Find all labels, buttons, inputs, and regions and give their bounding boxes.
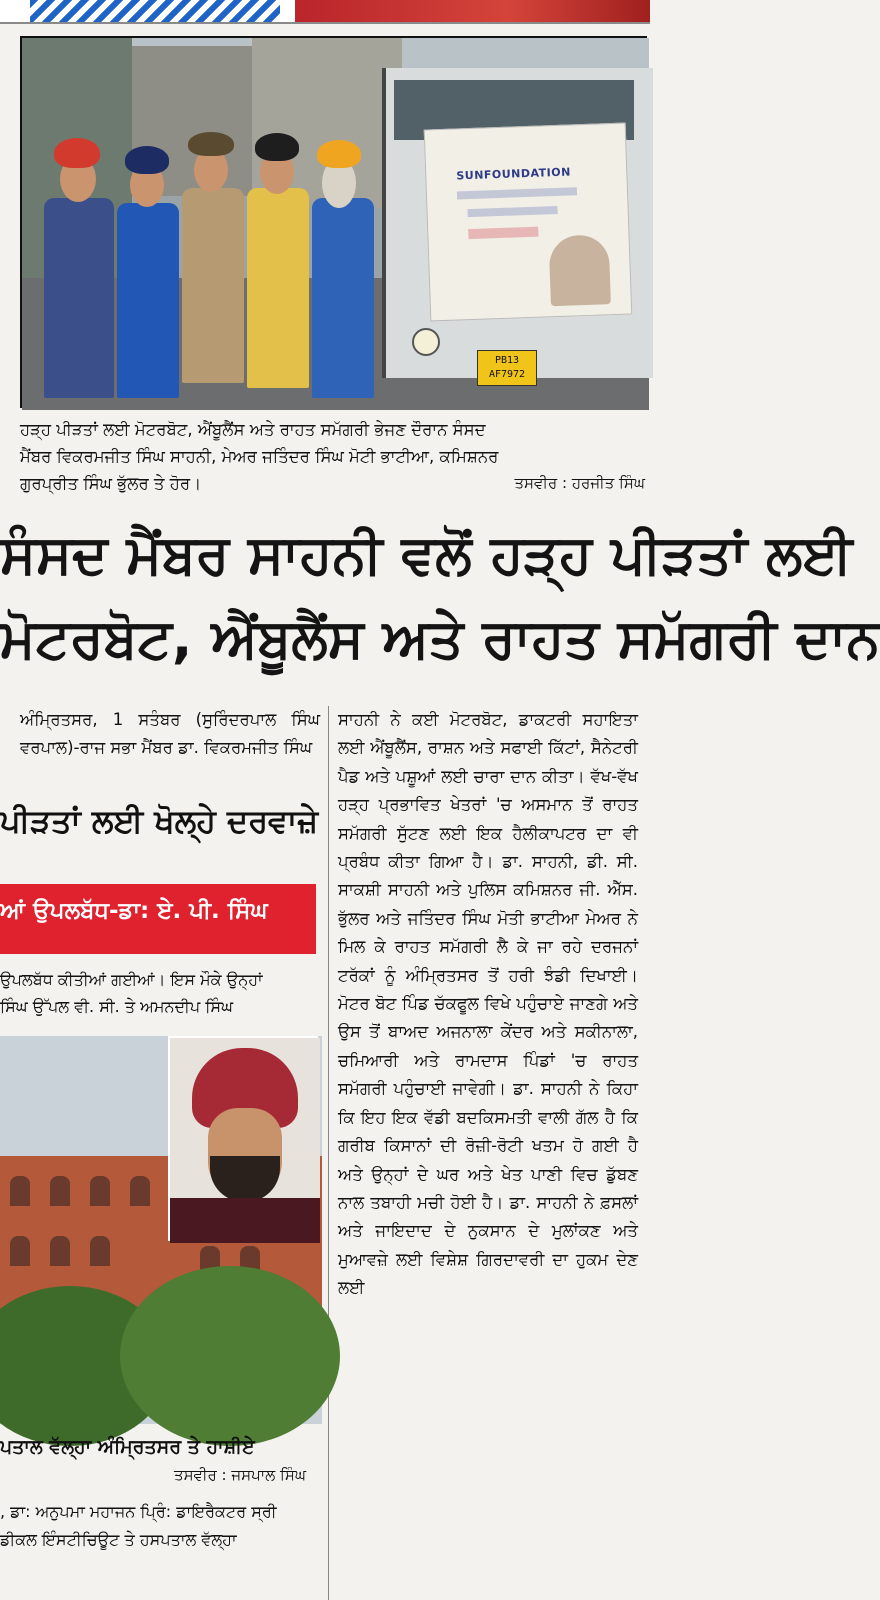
plate-line-2: AF7972 bbox=[488, 369, 526, 380]
blue-pattern-strip bbox=[30, 0, 280, 22]
number-plate bbox=[477, 350, 537, 386]
top-decorative-strip bbox=[0, 0, 650, 24]
banner-label: ਆਂ ਉਪਲਬੱਧ-ਡਾ: ਏ. ਪੀ. ਸਿੰਘ bbox=[0, 898, 268, 924]
photo-credit: ਤਸਵੀਰ : ਹਰਜੀਤ ਸਿੰਘ bbox=[514, 474, 645, 492]
banner-text: SUNFOUNDATION bbox=[456, 165, 572, 183]
tree-right bbox=[120, 1266, 340, 1446]
article-dateline: ਅੰਮ੍ਰਿਤਸਰ, 1 ਸਤੰਬਰ (ਸੁਰਿੰਦਰਪਾਲ ਸਿੰਘ ਵਰਪਾਲ)-ਰਾਜ ਸਭਾ ਮੈਂਬਰ ਡਾ. ਵਿਕਰਮਜੀਤ ਸਿੰਘ bbox=[20, 710, 320, 758]
column-divider bbox=[328, 706, 329, 1600]
person-4 bbox=[247, 188, 309, 388]
person-2-turban bbox=[125, 146, 169, 174]
person-1-turban bbox=[54, 138, 100, 168]
relief-banner bbox=[424, 123, 633, 322]
caption-line-2: ਮੈਂਬਰ ਵਿਕਰਮਜੀਤ ਸਿੰਘ ਸਾਹਨੀ, ਮੇਅਰ ਜਤਿੰਦਰ ਸਿੰਘ ਮੋਟੀ ਭਾਟੀਆ, ਕਮਿਸ਼ਨਰ bbox=[20, 447, 499, 466]
person-1 bbox=[44, 198, 114, 398]
adjacent-story-bottom-text bbox=[0, 1498, 322, 1554]
inset-portrait bbox=[168, 1036, 318, 1241]
truck-headlight bbox=[412, 328, 440, 356]
hospital-photo-credit: ਤਸਵੀਰ : ਜਸਪਾਲ ਸਿੰਘ bbox=[173, 1466, 306, 1484]
caption-line-1: ਹੜ੍ਹ ਪੀੜਤਾਂ ਲਈ ਮੋਟਰਬੋਟ, ਐਂਬੂਲੈਂਸ ਅਤੇ ਰਾਹਤ ਸਮੱਗਰੀ ਭੇਜਣ ਦੌਰਾਨ ਸੰਸਦ bbox=[20, 420, 486, 439]
photo-caption bbox=[20, 416, 645, 497]
hospital-photo-caption: ਪਤਾਲ ਵੱਲ੍ਹਾ ਅੰਮ੍ਰਿਤਸਰ ਤੇ ਹਾਸ਼ੀਏ bbox=[0, 1436, 255, 1458]
adjacent-story-headline: ਪੀੜਤਾਂ ਲਈ ਖੋਲ੍ਹੇ ਦਰਵਾਜ਼ੇ bbox=[0, 802, 319, 840]
article-body-column: ਸਾਹਨੀ ਨੇ ਕਈ ਮੋਟਰਬੋਟ, ਡਾਕਟਰੀ ਸਹਾਇਤਾ ਲਈ ਐਂਬੂਲੈਂਸ, ਰਾਸ਼ਨ ਅਤੇ ਸਫਾਈ ਕਿੱਟਾਂ, ਸੈਨੇਟਰੀ ਪੈਡ ਅਤੇ ਪਸ਼ੂਆਂ ਲਈ ਚਾਰਾ ਦਾਨ ਕੀਤਾ। ਵੱਖ-ਵੱਖ ਹੜ੍ਹ ਪ੍ਰਭਾਵਿਤ ਖੇਤਰਾਂ 'ਚ ਅਸਮਾਨ ਤੋਂ ਰਾਹਤ ਸਮੱਗਰੀ ਸੁੱਟਣ ਲਈ ਇਕ ਹੈਲੀਕਾਪਟਰ ਦਾ ਵੀ ਪ੍ਰਬੰਧ ਕੀਤਾ ਗਿਆ ਹੈ। ਡਾ. ਸਾਹਨੀ, ਡੀ. ਸੀ. ਸਾਕਸ਼ੀ ਸਾਹਨੀ ਅਤੇ ਪੁਲਿਸ ਕਮਿਸ਼ਨਰ ਜੀ. ਐੱਸ. ਭੁੱਲਰ ਅਤੇ ਜਤਿੰਦਰ ਸਿੰਘ ਮੋਤੀ ਭਾਟੀਆ ਮੇਅਰ ਨੇ ਮਿਲ ਕੇ ਰਾਹਤ ਸਮੱਗਰੀ ਲੈ ਕੇ ਜਾ ਰਹੇ ਦਰਜਨਾਂ ਟਰੱਕਾਂ ਨੂੰ ਅੰਮ੍ਰਿਤਸਰ ਤੋਂ ਹਰੀ ਝੰਡੀ ਦਿਖਾਈ। ਮੋਟਰ ਬੋਟ ਪਿੰਡ ਚੱਕਫੂਲ ਵਿਖੇ ਪਹੁੰਚਾਏ ਜਾਣਗੇ ਅਤੇ ਉਸ ਤੋਂ ਬਾਅਦ ਅਜਨਾਲਾ ਕੇਂਦਰ ਅਤੇ ਸਕੀਨਾਲਾ, ਚਮਿਆਰੀ ਅਤੇ ਰਾਮਦਾਸ ਪਿੰਡਾਂ 'ਚ ਰਾਹਤ ਸਮੱਗਰੀ ਪਹੁੰਚਾਈ ਜਾਵੇਗੀ। ਡਾ. ਸਾਹਨੀ ਨੇ ਕਿਹਾ ਕਿ ਇਹ ਇਕ ਵੱਡੀ ਬਦਕਿਸਮਤੀ ਵਾਲੀ ਗੱਲ ਹੈ ਕਿ ਗਰੀਬ ਕਿਸਾਨਾਂ ਦੀ ਰੋਜ਼ੀ-ਰੋਟੀ ਖਤਮ ਹੋ ਗਈ ਹੈ ਅਤੇ ਉਨ੍ਹਾਂ ਦੇ ਘਰ ਅਤੇ ਖੇਤ ਪਾਣੀ ਵਿਚ ਡੁੱਬਣ ਨਾਲ ਤਬਾਹੀ ਮਚੀ ਹੋਈ ਹੈ। ਡਾ. ਸਾਹਨੀ ਨੇ ਫ਼ਸਲਾਂ ਅਤੇ ਜਾਇਦਾਦ ਦੇ ਨੁਕਸਾਨ ਦੇ ਮੁਲਾਂਕਣ ਅਤੇ ਮੁਆਵਜ਼ੇ ਲਈ ਵਿਸ਼ੇਸ਼ ਗਿਰਦਾਵਰੀ ਦਾ ਹੁਕਮ ਦੇਣ ਲਈ bbox=[338, 710, 638, 1298]
hospital-photo bbox=[0, 1036, 322, 1424]
person-5-turban bbox=[317, 140, 361, 168]
adjacent-story-snippet bbox=[0, 966, 322, 1020]
bottom-line-1: , ਡਾ: ਅਨੁਪਮਾ ਮਹਾਜਨ ਪ੍ਰਿੰ: ਡਾਇਰੈਕਟਰ ਸ੍ਰੀ bbox=[0, 1502, 277, 1521]
person-3-police bbox=[182, 188, 244, 383]
person-4-turban bbox=[255, 133, 299, 161]
person-5 bbox=[312, 198, 374, 398]
caption-line-3: ਗੁਰਪ੍ਰੀਤ ਸਿੰਘ ਭੁੱਲਰ ਤੇ ਹੋਰ। bbox=[20, 474, 202, 493]
snippet-line-1: ਉਪਲਬੱਧ ਕੀਤੀਆਂ ਗਈਆਂ। ਇਸ ਮੌਕੇ ਉਨ੍ਹਾਂ bbox=[0, 970, 263, 989]
plate-line-1: PB13 bbox=[494, 355, 520, 366]
person-2 bbox=[117, 203, 179, 398]
person-3-cap bbox=[188, 132, 234, 156]
red-photo-strip bbox=[295, 0, 650, 22]
headline-line-2: ਮੋਟਰਬੋਟ, ਐਂਬੂਲੈਂਸ ਅਤੇ ਰਾਹਤ ਸਮੱਗਰੀ ਦਾਨ bbox=[0, 607, 880, 670]
snippet-line-2: ਸਿੰਘ ਉੱਪਲ ਵੀ. ਸੀ. ਤੇ ਅਮਨਦੀਪ ਸਿੰਘ bbox=[0, 997, 233, 1016]
portrait-coat bbox=[170, 1198, 320, 1243]
bottom-line-2: ਡੀਕਲ ਇੰਸਟੀਚਿਊਟ ਤੇ ਹਸਪਤਾਲ ਵੱਲ੍ਹਾ bbox=[0, 1530, 237, 1549]
adjacent-story-banner bbox=[0, 884, 316, 954]
main-news-photo bbox=[20, 36, 647, 408]
headline-line-1: ਸੰਸਦ ਮੈਂਬਰ ਸਾਹਨੀ ਵਲੋਂ ਹੜ੍ਹ ਪੀੜਤਾਂ ਲਈ bbox=[0, 523, 853, 586]
